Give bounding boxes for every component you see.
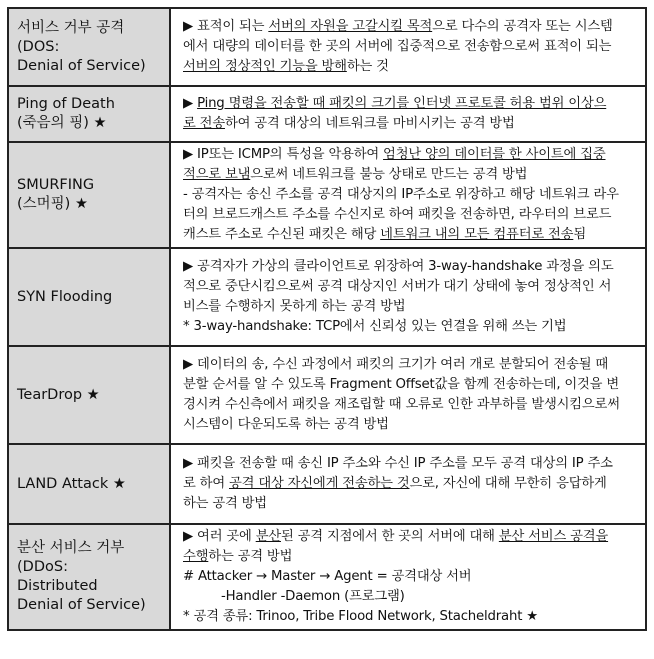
description-line xyxy=(183,567,637,587)
attack-name-line: 분산 서비스 거부 xyxy=(17,540,125,556)
description-line xyxy=(183,415,637,435)
underlined-text: Ping 명령을 전송할 때 xyxy=(197,96,330,111)
table-row xyxy=(8,8,646,86)
description-line xyxy=(183,165,637,185)
description-line xyxy=(183,607,637,627)
attack-name-line: SMURFING xyxy=(17,177,95,193)
attack-description-cell xyxy=(170,346,646,444)
underlined-text: 공격 대상 자신에게 전송하는 것 xyxy=(229,476,410,491)
attack-description-cell xyxy=(170,444,646,524)
description-line xyxy=(183,57,637,77)
description-line xyxy=(183,17,637,37)
description-text: 에서 대량의 데이터를 한 곳의 서버에 집중적으로 전송함으로써 표적이 되는 xyxy=(183,39,612,54)
attack-name-line: LAND Attack ★ xyxy=(17,475,126,492)
attack-name-line: Ping of Death xyxy=(17,96,115,112)
attack-name-line: Distributed xyxy=(17,578,98,594)
underlined-text: 로 전송 xyxy=(183,116,225,131)
underlined-text: 서버의 정상적인 기능을 방해 xyxy=(183,59,347,74)
attack-name-line: TearDrop ★ xyxy=(17,386,100,403)
description-text: 시스템이 다운되도록 하는 공격 방법 xyxy=(183,417,389,432)
description-text: 경시켜 수신측에서 패킷을 재조립할 때 오류로 인한 과부하를 발생시킴으로써 xyxy=(183,397,620,412)
description-line xyxy=(183,94,637,114)
attack-description-cell xyxy=(170,142,646,248)
description-text: 분할 순서를 알 수 있도록 Fragment Offset값을 함께 전송하는데, 이것을 변 xyxy=(183,377,619,392)
description-text: ▶ 데이터의 송, 수신 과정에서 패킷의 크기가 여러 개로 분할되어 전송될 때 xyxy=(183,357,609,372)
description-line xyxy=(183,37,637,57)
description-line xyxy=(183,257,637,277)
attack-name-cell xyxy=(8,444,170,524)
underlined-text: 수행 xyxy=(183,549,209,564)
table-row xyxy=(8,444,646,524)
description-text: 적으로 중단시킴으로써 공격 대상지인 서버가 대기 상태에 놓여 정상적인 서 xyxy=(183,279,612,294)
attack-types-table xyxy=(7,7,647,631)
description-text: ▶ 여러 곳에 xyxy=(183,529,256,544)
description-line xyxy=(183,587,637,607)
attack-name-cell xyxy=(8,142,170,248)
table-row xyxy=(8,248,646,346)
description-text: 된 공격 지점에서 한 곳의 서버에 대해 xyxy=(280,529,499,544)
description-line xyxy=(183,454,637,474)
description-text: # Attacker → Master → Agent = 공격대상 서버 xyxy=(183,569,472,584)
description-text: 으로, 자신에 대해 무한히 응답하게 xyxy=(409,476,607,491)
description-line xyxy=(183,114,637,134)
description-line xyxy=(183,375,637,395)
underlined-text: 분산 xyxy=(255,529,281,544)
description-line xyxy=(183,277,637,297)
description-text: ▶ xyxy=(183,96,198,111)
attack-name-line: (DOS: xyxy=(17,38,60,55)
description-line xyxy=(183,225,637,245)
underlined-text: 패킷의 크기를 인터넷 프로토콜 허용 범위 이상으 xyxy=(329,96,607,111)
attack-name-line: 서비스 거부 공격 xyxy=(17,19,125,36)
description-text: 됨 xyxy=(573,227,586,242)
attack-name-cell xyxy=(8,248,170,346)
description-line xyxy=(183,474,637,494)
attack-name-line: SYN Flooding xyxy=(17,288,113,305)
attack-description-cell xyxy=(170,8,646,86)
description-text: 하는 공격 방법 xyxy=(183,496,267,511)
description-text: 비스를 수행하지 못하게 하는 공격 방법 xyxy=(183,299,406,314)
table-row xyxy=(8,86,646,142)
attack-name-cell xyxy=(8,86,170,142)
description-line xyxy=(183,297,637,317)
description-text: 로 하여 xyxy=(183,476,229,491)
description-text: 으로써 네트워크를 불능 상태로 만드는 공격 방법 xyxy=(250,167,528,182)
table-body xyxy=(8,8,646,630)
description-text: ▶ 공격자가 가상의 클라이언트로 위장하여 3-way-handshake 과정을 의도 xyxy=(183,259,614,274)
description-line xyxy=(183,395,637,415)
table-row xyxy=(8,524,646,630)
description-text: 캐스트 주소로 수신된 패킷은 해당 xyxy=(183,227,381,242)
description-line xyxy=(183,185,637,205)
description-text: 하여 공격 대상의 네트워크를 마비시키는 공격 방법 xyxy=(224,116,515,131)
attack-description-cell xyxy=(170,248,646,346)
description-line xyxy=(183,547,637,567)
description-text: ▶ IP또는 ICMP의 특성을 악용하여 xyxy=(183,147,384,162)
table-row xyxy=(8,346,646,444)
description-line xyxy=(183,527,637,547)
underlined-text: 적으로 보냄 xyxy=(183,167,251,182)
table-row xyxy=(8,142,646,248)
attack-name-line: Denial of Service) xyxy=(17,57,146,74)
attack-name-line: Denial of Service) xyxy=(17,597,146,613)
description-text: -Handler -Daemon (프로그램) xyxy=(221,589,405,604)
description-text: 터의 브로드캐스트 주소를 수신지로 하여 패킷을 전송하면, 라우터의 브로드 xyxy=(183,207,612,222)
description-text: - 공격자는 송신 주소를 공격 대상지의 IP주소로 위장하고 해당 네트워크 라우 xyxy=(183,187,619,202)
description-line xyxy=(183,317,637,337)
description-line xyxy=(183,145,637,165)
attack-name-cell xyxy=(8,524,170,630)
description-text: * 3-way-handshake: TCP에서 신뢰성 있는 연결을 위해 쓰는 기법 xyxy=(183,319,567,334)
description-text: ▶ 패킷을 전송할 때 송신 IP 주소와 수신 IP 주소를 모두 공격 대상의 IP 주소 xyxy=(183,456,613,471)
underlined-text: 서버의 자원을 고갈시킬 목적 xyxy=(268,19,433,34)
description-line xyxy=(183,494,637,514)
description-text: 으로 다수의 공격자 또는 시스템 xyxy=(432,19,613,34)
underlined-text: 네트워크 내의 모든 컴퓨터로 전송 xyxy=(380,227,574,242)
description-text: 하는 공격 방법 xyxy=(208,549,293,564)
underlined-text: 분산 서비스 공격을 xyxy=(498,529,609,544)
description-line xyxy=(183,205,637,225)
attack-name-line: (스머핑) ★ xyxy=(17,196,88,212)
attack-description-cell xyxy=(170,86,646,142)
description-line xyxy=(183,355,637,375)
attack-name-cell xyxy=(8,346,170,444)
description-text: * 공격 종류: Trinoo, Tribe Flood Network, Stacheldraht ★ xyxy=(183,609,538,624)
attack-name-line: (죽음의 핑) ★ xyxy=(17,115,107,131)
description-text: ▶ 표적이 되는 xyxy=(183,19,269,34)
attack-name-cell xyxy=(8,8,170,86)
description-text: 하는 것 xyxy=(346,59,389,74)
attack-name-line: (DDoS: xyxy=(17,559,68,575)
attack-description-cell xyxy=(170,524,646,630)
underlined-text: 엄청난 양의 데이터를 한 사이트에 집중 xyxy=(383,147,606,162)
